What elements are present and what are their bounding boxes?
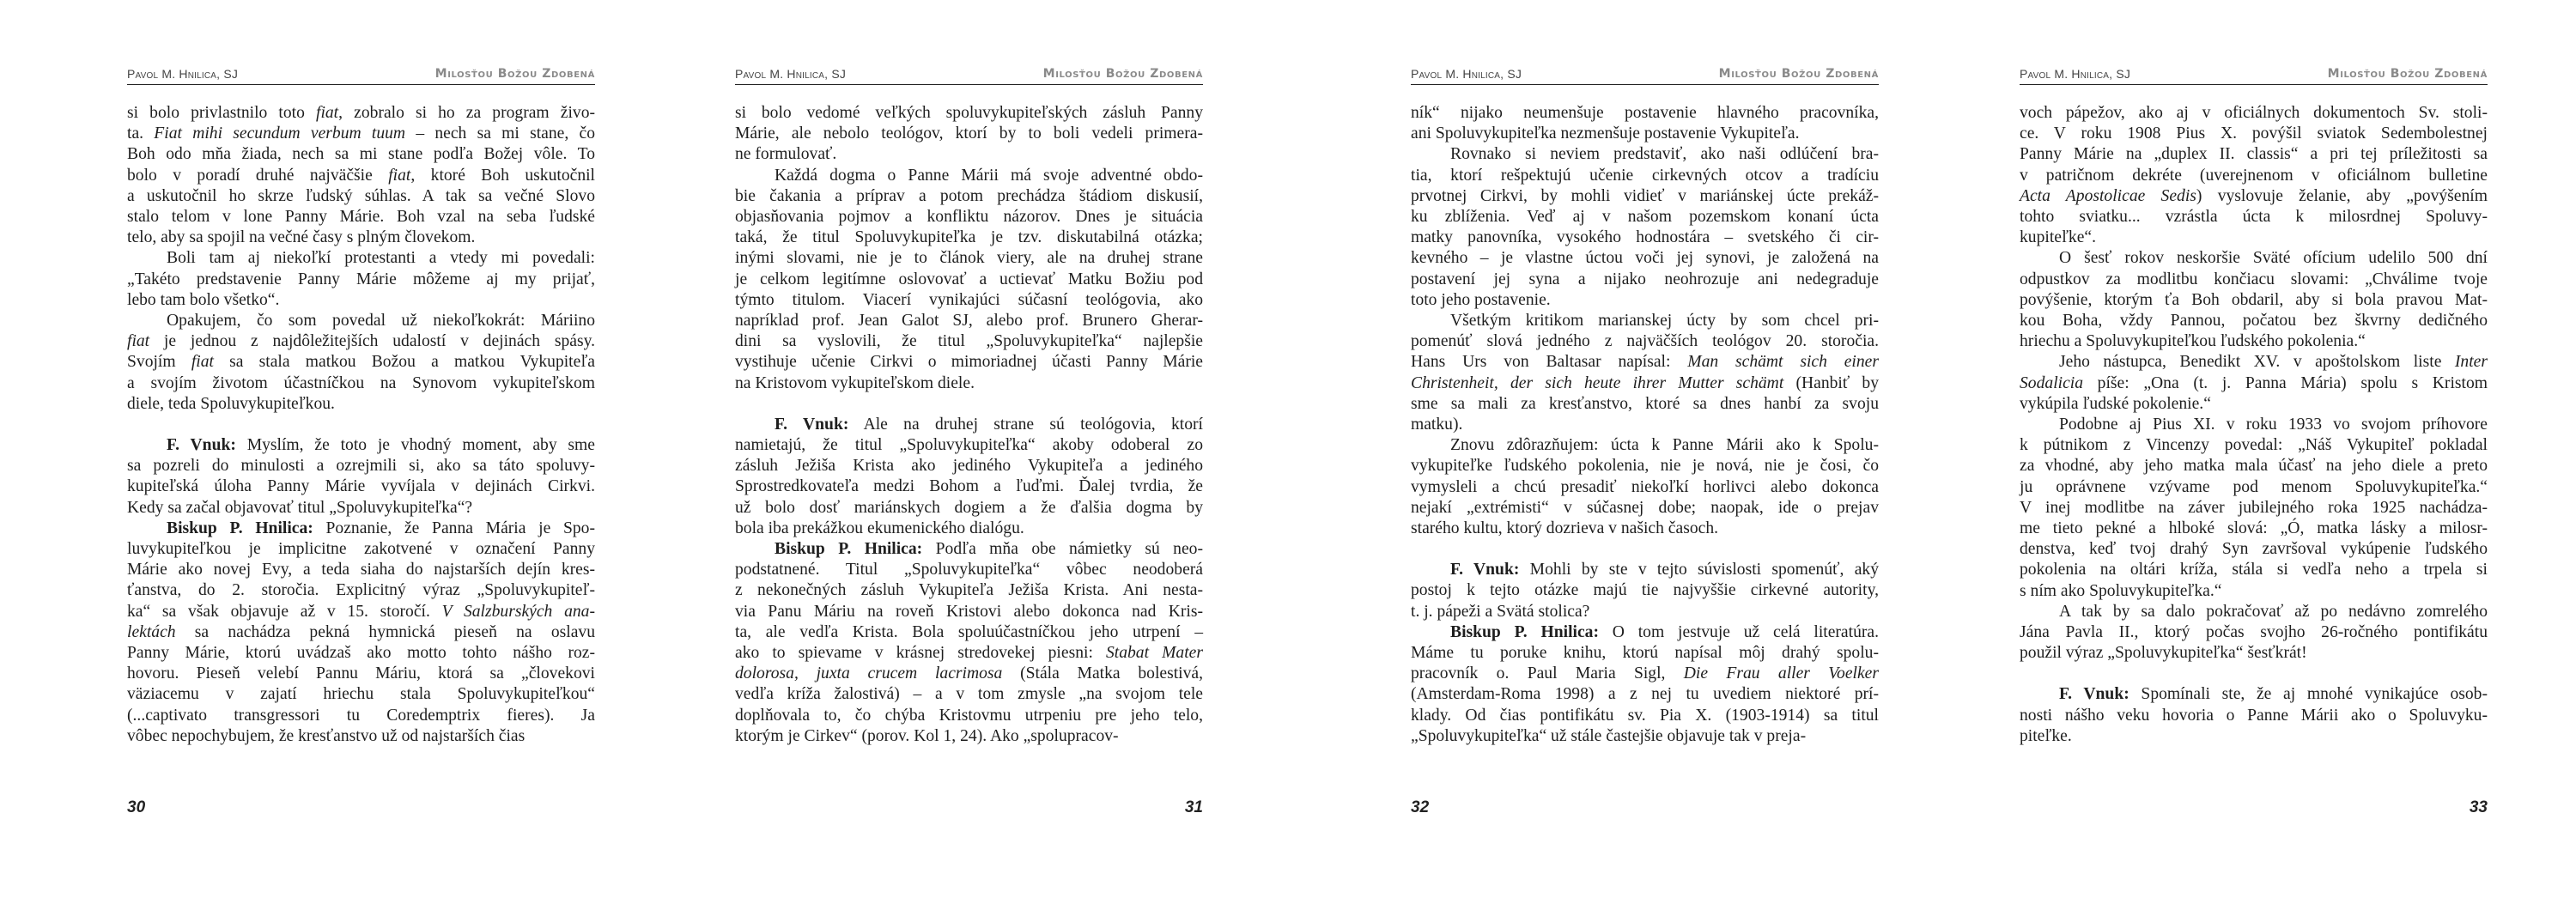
text-line: je celkom legitímne oslovovať a uctievať Matku Božiu pod — [735, 270, 1203, 288]
text-line: Máme tu poruke knihu, ktorú napísal môj drahý spolu- — [1411, 644, 1879, 663]
paragraph — [127, 103, 595, 248]
header-author: Pavol M. Hnilica, SJ — [1411, 67, 1522, 81]
text-line: ju oprávnene vzývame pod menom Spoluvykupiteľka.“ — [2020, 477, 2488, 496]
text-line: dini sa vyslovili, že titul „Spoluvykupiteľka“ najlepšie — [735, 332, 1203, 351]
text-line: matku). — [1411, 416, 1463, 434]
text-line: Panny Márie na „duplex II. classis“ a pri tej príležitosti sa — [2020, 145, 2488, 164]
text-line: bolo v poradí druhé najväčšie fiat, ktoré Boh uskutočnil — [127, 166, 596, 185]
text-line: Boh odo mňa žiada, nech sa mi stane podľa Božej vôle. To — [127, 145, 595, 164]
text-line: ne formulovať. — [735, 145, 837, 164]
text-line: Panny Márie, ktorú uvádzaš ako motto tohto nášho roz- — [127, 644, 595, 663]
text-line: taká, že titul Spoluvykupiteľka je tzv. diskutabilná otázka; — [735, 228, 1203, 247]
header-author: Pavol M. Hnilica, SJ — [735, 67, 847, 81]
paragraph — [1411, 311, 1879, 435]
text-line: k pútnikom z Vincenzy povedal: „Náš Vykupiteľ pokladal — [2020, 436, 2488, 455]
text-line: „Spoluvykupiteľka“ už stále častejšie objavuje tak v preja- — [1411, 726, 1807, 745]
text-line: vôbec nepochybujem, že kresťanstvo už od najstarších čias — [127, 726, 526, 745]
text-line: toto jeho postavenie. — [1411, 290, 1551, 309]
paragraph — [2020, 103, 2488, 248]
text-line: Biskup P. Hnilica: Podľa mňa obe námietky sú neo- — [775, 540, 1204, 559]
dialogue-paragraph — [735, 415, 1203, 539]
text-line: hovoru. Pieseň velebí Pannu Máriu, ktorá sa „človekovi — [127, 664, 595, 683]
dialogue-paragraph — [1411, 560, 1879, 622]
text-line: použil výraz „Spoluvykupiteľka“ šesťkrát! — [2020, 644, 2307, 663]
text-line: Podobne aj Pius XI. v roku 1933 vo svojom príhovore — [2059, 416, 2488, 434]
text-line: pracovník o. Paul Maria Sigl, Die Frau aller Voelker — [1411, 664, 1879, 683]
text-line: (Amsterdam-Roma 1998) a z nej tu uvediem niektoré prí- — [1411, 685, 1879, 704]
text-line: pomenúť slová jedného z najväčších teológov 20. storočia. — [1411, 332, 1879, 351]
text-line: „Takéto predstavenie Panny Márie môžeme aj my prijať, — [127, 270, 595, 288]
text-line: nosti nášho veku hovoria o Panne Márii ako o Spoluvyku- — [2020, 706, 2488, 725]
paragraph — [2020, 248, 2488, 352]
text-line: si bolo vedomé veľkých spoluvykupiteľských zásluh Panny — [735, 104, 1203, 122]
text-line: doplňovala to, čo chýba Kristovmu utrpeniu pre jeho telo, — [735, 706, 1203, 725]
dialogue-paragraph — [127, 519, 595, 747]
text-line: ce. V roku 1908 Pius X. povýšil sviatok Sedembolestnej — [2020, 124, 2488, 143]
text-line: denstva, keď tvoj drahý Syn završoval vykúpenie ľudského — [2020, 540, 2488, 559]
paragraph — [2020, 415, 2488, 602]
text-line: si bolo privlastnilo toto fiat, zobralo si ho za program živo- — [127, 104, 596, 122]
text-line: Sodalicia píše: „Ona (t. j. Panna Mária) spolu s Kristom — [2020, 373, 2488, 392]
page-number: 33 — [2469, 798, 2488, 816]
page-body — [127, 103, 595, 747]
text-line: Svojím fiat sa stala matkou Božou a matkou Vykupiteľa — [127, 353, 595, 372]
paragraph — [735, 103, 1203, 166]
text-line: kupiteľke“. — [2020, 228, 2097, 247]
page-30 — [127, 0, 595, 910]
text-line: za vhodné, aby jeho matka mala účasť na jeho diele a preto — [2020, 457, 2488, 476]
text-line: vykúpila ľudské pokolenie.“ — [2020, 394, 2211, 413]
text-line: kupiteľská úloha Panny Márie vyvíjala v dejinách Cirkvi. — [127, 477, 595, 496]
speaker-label: Biskup P. Hnilica: — [1450, 622, 1599, 641]
page-31 — [735, 0, 1203, 910]
text-line: kou Boha, vždy Pannou, počatou bez škvrny dedičného — [2020, 312, 2488, 331]
header-author: Pavol M. Hnilica, SJ — [2020, 67, 2131, 81]
text-line: Kedy sa začal objavovať titul „Spoluvykupiteľka“? — [127, 498, 473, 517]
text-line: ka“ sa však objavuje až v 15. storočí. V Salzburských ana- — [127, 602, 595, 621]
text-line: a svojím životom účastníčkou na Synovom vykupiteľskom — [127, 373, 595, 392]
text-line: F. Vnuk: Ale na druhej strane sú teológovia, ktorí — [775, 415, 1203, 434]
page-number: 31 — [1184, 798, 1203, 816]
text-line: fiat je jednou z najdôležitejších udalostí v dejinách spásy. — [127, 332, 595, 351]
running-header — [1411, 67, 1879, 85]
header-book-title: Milosťou Božou Zdobená — [2327, 67, 2488, 81]
speaker-label: F. Vnuk: — [167, 436, 236, 455]
text-line: O šesť rokov neskoršie Sväté ofícium udelilo 500 dní — [2059, 249, 2488, 268]
dialogue-paragraph — [2020, 684, 2488, 747]
text-line: Jeho nástupca, Benedikt XV. v apoštolskom liste Inter — [2059, 353, 2488, 372]
speaker-label: F. Vnuk: — [1450, 561, 1520, 579]
text-line: lektách sa nachádza pekná hymnická pieseň na oslavu — [127, 622, 595, 641]
text-line: Každá dogma o Panne Márii má svoje adventné obdo- — [775, 166, 1203, 185]
text-line: Márie, ale nebolo teológov, ktorí by to boli vedeli primera- — [735, 124, 1203, 143]
text-line: postoj k tejto otázke majú tie najvyššie cirkevné autority, — [1411, 581, 1879, 600]
text-line: bola iba prekážkou ekumenického dialógu. — [735, 519, 1024, 537]
page-number: 30 — [127, 798, 146, 816]
text-line: luvykupiteľkou je implicitne zakotvené v označení Panny — [127, 540, 595, 559]
text-line: Acta Apostolicae Sedis) vyslovuje želanie, aby „povýšením — [2020, 186, 2488, 205]
running-header — [2020, 67, 2488, 85]
paragraph — [1411, 103, 1879, 144]
text-line: povýšenie, ktorým ťa Boh obdaril, aby si bola pravou Mat- — [2020, 290, 2488, 309]
text-line: s ním ako Spoluvykupiteľka.“ — [2020, 581, 2222, 600]
text-line: ktorým je Cirkev“ (porov. Kol 1, 24). Ako „spolupracov- — [735, 726, 1119, 745]
text-line: už bolo dosť mariánskych dogiem a že ďalšia dogma by — [735, 498, 1203, 517]
speaker-label: F. Vnuk: — [775, 415, 849, 434]
paragraph — [127, 311, 595, 415]
paragraph — [735, 166, 1203, 394]
text-line: piteľke. — [2020, 726, 2072, 745]
text-line: ku zblíženia. Veď aj v našom pozemskom konaní úcta — [1411, 208, 1879, 227]
text-line: Christenheit, der sich heute ihrer Mutter schämt (Hanbiť by — [1411, 373, 1879, 392]
speaker-label: Biskup P. Hnilica: — [167, 519, 313, 537]
text-line: (...captivato transgressori tu Coredemptrix fieres). Ja — [127, 706, 595, 725]
text-line: pokolenia na oltári kríža, stála si vedľa neho a trpela si — [2020, 561, 2488, 579]
page-body — [735, 103, 1203, 747]
header-author: Pavol M. Hnilica, SJ — [127, 67, 239, 81]
text-line: prvotnej Cirkvi, by mohli vidieť v mariánskej úcte prekáž- — [1411, 186, 1879, 205]
text-line: nejakí „extrémisti“ v súčasnej dobe; naopak, ide o prejav — [1411, 498, 1879, 517]
header-book-title: Milosťou Božou Zdobená — [434, 67, 595, 81]
text-line: väziacemu v zajatí hriechu stala Spoluvykupiteľkou“ — [127, 685, 595, 704]
text-line: v patričnom dekréte (uverejnenom v oficiálnom bulletine — [2020, 166, 2488, 185]
text-line: A tak by sa dalo pokračovať až po nedávno zomrelého — [2059, 602, 2488, 621]
text-line: zásluh Ježiša Krista ako jediného Vykupiteľa a jediného — [735, 457, 1203, 476]
dialogue-paragraph — [735, 539, 1203, 747]
text-line: me tieto pekné a hlboké slová: „Ó, matka lásky a milosr- — [2020, 519, 2488, 538]
paragraph — [1411, 435, 1879, 539]
text-line: ťanstva, do 2. storočia. Explicitný výraz „Spoluvykupiteľ- — [127, 581, 595, 600]
page-number: 32 — [1411, 798, 1430, 816]
page-33 — [2020, 0, 2488, 910]
text-line: tohto sviatku... vzrástla úcta k milosrdnej Spoluvy- — [2020, 208, 2488, 227]
text-line: namietajú, že titul „Spoluvykupiteľka“ akoby odoberal zo — [735, 436, 1203, 455]
page-body — [1411, 103, 1879, 747]
text-line: vykupiteľke ľudského pokolenia, nie je nová, nie je čosi, čo — [1411, 457, 1879, 476]
page-32 — [1411, 0, 1879, 910]
text-line: a uskutočnil ho skrze ľudský súhlas. A tak sa večné Slovo — [127, 186, 595, 205]
text-line: hriechu a Spoluvykupiteľkou ľudského pokolenia.“ — [2020, 332, 2366, 351]
paragraph — [1411, 144, 1879, 311]
running-header — [735, 67, 1203, 85]
text-line: via Panu Máriu na roveň Kristovi alebo dokonca nad Kris- — [735, 602, 1203, 621]
header-book-title: Milosťou Božou Zdobená — [1042, 67, 1203, 81]
text-line: Biskup P. Hnilica: Poznanie, že Panna Mária je Spo- — [167, 519, 596, 537]
dialogue-paragraph — [127, 435, 595, 519]
text-line: voch pápežov, ako aj v oficiálnych dokumentoch Sv. stoli- — [2020, 104, 2488, 122]
text-line: V inej modlitbe na záver jubilejného roka 1925 nachádza- — [2020, 498, 2488, 517]
text-line: Rovnako si neviem predstaviť, ako naši odlúčení bra- — [1450, 145, 1879, 164]
text-line: ník“ nijako neumenšuje postavenie hlavného pracovníka, — [1411, 104, 1879, 122]
text-line: stalo telom v lone Panny Márie. Boh vzal na seba ľudské — [127, 208, 595, 227]
text-line: Všetkým kritikom marianskej úcty by som chcel pri- — [1450, 312, 1879, 331]
text-line: Sprostredkovateľa medzi Bohom a ľuďmi. Ďalej tvrdia, že — [735, 477, 1203, 496]
text-line: vystihuje učenie Cirkvi o mimoriadnej účasti Panny Márie — [735, 353, 1203, 372]
paragraph — [2020, 602, 2488, 664]
text-line: t. j. pápeži a Svätá stolica? — [1411, 602, 1590, 621]
header-book-title: Milosťou Božou Zdobená — [1718, 67, 1879, 81]
text-line: podstatnené. Titul „Spoluvykupiteľka“ vôbec neodoberá — [735, 561, 1203, 579]
speaker-label: Biskup P. Hnilica: — [775, 540, 923, 559]
paragraph — [2020, 352, 2488, 415]
text-line: odpustkov za modlitbu končiacu slovami: „Chválime tvoje — [2020, 270, 2488, 288]
text-line: lebo tam bolo všetko“. — [127, 290, 280, 309]
text-line: F. Vnuk: Mohli by ste v tejto súvislosti spomenúť, aký — [1450, 561, 1879, 579]
text-line: ta, ale vedľa Krista. Bola spoluúčastníčkou jeho utrpení – — [735, 622, 1203, 641]
text-line: diele, teda Spoluvykupiteľkou. — [127, 394, 335, 413]
text-line: Jána Pavla II., ktorý počas svojho 26-ročného pontifikátu — [2020, 623, 2488, 642]
text-line: z nekonečných zásluh Vykupiteľa Ježiša Krista. Ani nesta- — [735, 581, 1203, 600]
text-line: starého kultu, ktorý dozrieva v našich časoch. — [1411, 519, 1719, 538]
text-line: F. Vnuk: Spomínali ste, že aj mnohé vynikajúce osob- — [2059, 685, 2488, 704]
text-line: ako to spievame v krásnej stredovekej piesni: Stabat Mater — [735, 644, 1203, 663]
text-line: dolorosa, juxta crucem lacrimosa (Stála Matka bolestivá, — [735, 664, 1204, 683]
speaker-label: F. Vnuk: — [2059, 685, 2129, 704]
paragraph — [127, 248, 595, 311]
page-body — [2020, 103, 2488, 747]
text-line: Opakujem, čo som povedal už niekoľkokrát: Máriino — [167, 312, 595, 331]
text-line: Boli tam aj niekoľkí protestanti a vtedy mi povedali: — [167, 249, 595, 268]
text-line: napríklad prof. Jean Galot SJ, alebo prof. Brunero Gherar- — [735, 312, 1203, 331]
text-line: telo, aby sa spojil na večné časy s plným človekom. — [127, 228, 476, 247]
text-line: vymysleli a chcú presadiť niekoľkí horlivci alebo dokonca — [1411, 477, 1879, 496]
text-line: sme sa mali za kresťanstvo, ktoré sa dnes hanbí za svoju — [1411, 394, 1879, 413]
running-header — [127, 67, 595, 85]
text-line: Biskup P. Hnilica: O tom jestvuje už celá literatúra. — [1450, 622, 1879, 641]
text-line: na Kristovom vykupiteľskom diele. — [735, 373, 975, 392]
text-line: týmto titulom. Viacerí vynikajúci súčasní teológovia, ako — [735, 290, 1203, 309]
text-line: Znovu zdôrazňujem: úcta k Panne Márii ako k Spolu- — [1450, 436, 1879, 455]
text-line: inými slovami, nie je to článok viery, ale na druhej strane — [735, 249, 1203, 268]
text-line: bie čakania a príprav a potom prechádza štádiom diskusií, — [735, 186, 1203, 205]
text-line: vedľa kríža žalostivá) – a v tom zmysle „na svojom tele — [735, 685, 1203, 704]
text-line: ani Spoluvykupiteľka nezmenšuje postavenie Vykupiteľa. — [1411, 124, 1800, 143]
text-line: tia, ktorí rešpektujú učenie cirkevných otcov a tradíciu — [1411, 166, 1879, 185]
text-line: objasňovania pojmov a konfliktu názorov. Dnes je situácia — [735, 208, 1203, 227]
text-line: Márie ako novej Evy, a teda siaha do najstarších dejín kres- — [127, 561, 595, 579]
text-line: postavení jej syna a nijako neohrozuje ani nedegraduje — [1411, 270, 1879, 288]
text-line: Hans Urs von Baltasar napísal: Man schämt sich einer — [1411, 353, 1879, 372]
text-line: ta. Fiat mihi secundum verbum tuum – nech sa mi stane, čo — [127, 124, 595, 143]
text-line: kevného – je vlastne úctou voči jej synovi, je založená na — [1411, 249, 1879, 268]
text-line: sa pozreli do minulosti a ozrejmili si, ako sa táto spoluvy- — [127, 457, 595, 476]
dialogue-paragraph — [1411, 622, 1879, 747]
text-line: matky panovníka, vysokého hodnostára – svetského či cir- — [1411, 228, 1879, 247]
text-line: klady. Od čias pontifikátu sv. Pia X. (1903-1914) sa titul — [1411, 706, 1879, 725]
text-line: F. Vnuk: Myslím, že toto je vhodný moment, aby sme — [167, 436, 595, 455]
